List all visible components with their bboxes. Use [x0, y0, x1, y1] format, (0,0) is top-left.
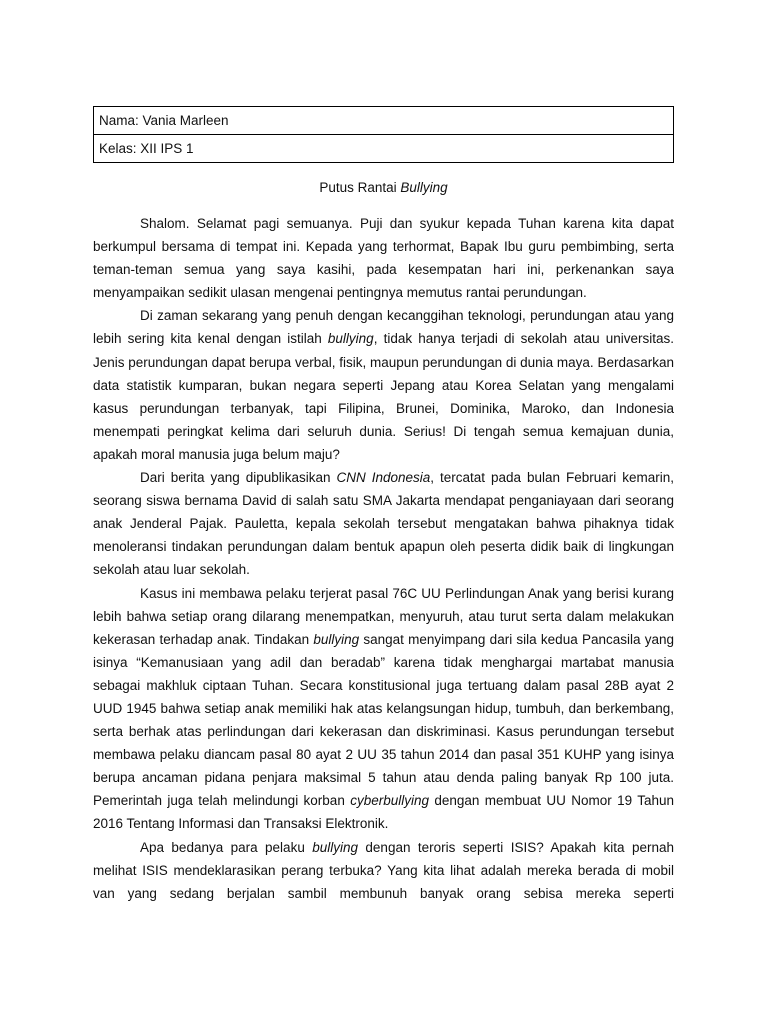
paragraph-text: Dari berita yang dipublikasikan: [140, 470, 337, 486]
italic-term: bullying: [327, 331, 374, 347]
paragraph-text: Apa bedanya para pelaku: [140, 839, 313, 855]
italic-term: cyberbullying: [350, 793, 429, 809]
paragraph-5: [93, 836, 674, 905]
paragraph-text: Shalom. Selamat pagi semuanya. Puji dan syukur kepada Tuhan karena kita dapat berkumpul bersama di tempat ini. Kepada yang terhormat, Bapak Ibu guru pembimbing, serta teman-teman semua yang saya kasihi, pada kesempatan hari ini, perkenankan saya menyampaikan sedikit ulasan mengenai pentingnya memutus rantai perundungan.: [93, 216, 674, 301]
paragraph-2: [93, 304, 674, 466]
title-normal-text: Putus Rantai: [319, 180, 401, 195]
document-title: [93, 178, 674, 198]
student-name-cell: Nama: Vania Marleen: [94, 107, 674, 135]
title-italic-text: Bullying: [400, 180, 448, 195]
student-class-cell: Kelas: XII IPS 1: [94, 135, 674, 163]
italic-term: CNN Indonesia: [336, 470, 431, 486]
student-info-table: [93, 106, 674, 163]
paragraph-1: [93, 212, 674, 304]
italic-term: bullying: [313, 631, 360, 647]
paragraph-text: sangat menyimpang dari sila kedua Pancasila yang isinya “Kemanusiaan yang adil dan beradab” karena tidak menghargai martabat manusia sebagai makhluk ciptaan Tuhan. Secara konstitusional juga tertuang dalam pasal 28B ayat 2 UUD 1945 bahwa setiap anak memiliki hak atas kelangsungan hidup, tumbuh, dan berkembang, serta berhak atas perlindungan dari kekerasan dan diskriminasi. Kasus perundungan tersebut membawa pelaku diancam pasal 80 ayat 2 UU 35 tahun 2014 dan pasal 351 KUHP yang isinya berupa ancaman pidana penjara maksimal 5 tahun atau denda paling banyak Rp 100 juta. Pemerintah juga telah melindungi korban: [93, 631, 674, 809]
paragraph-text: Kasus ini membawa pelaku terjerat pasal 76C UU Perlindungan Anak yang berisi kurang lebih bahwa setiap orang dilarang menempatkan, menyuruh, atau turut serta dalam melakukan kekerasan terhadap anak. Tindakan: [93, 585, 674, 647]
paragraph-4: [93, 582, 674, 836]
paragraph-text: dengan membuat UU Nomor 19 Tahun 2016 Tentang Informasi dan Transaksi Elektronik.: [93, 793, 674, 832]
paragraph-text: , tidak hanya terjadi di sekolah atau universitas. Jenis perundungan dapat berupa verbal, fisik, maupun perundungan di dunia maya. Berdasarkan data statistik kumparan, bukan negara seperti Jepang atau Korea Selatan yang mengalami kasus perundungan terbanyak, tapi Filipina, Brunei, Dominika, Maroko, dan Indonesia menempati peringkat kelima dari seluruh dunia. Serius! Di tengah semua kemajuan dunia, apakah moral manusia juga belum maju?: [93, 331, 674, 462]
italic-term: bullying: [312, 839, 359, 855]
name-row: [94, 107, 674, 135]
document-body: [93, 212, 674, 905]
paragraph-text: dengan teroris seperti ISIS? Apakah kita pernah melihat ISIS mendeklarasikan perang terbuka? Yang kita lihat adalah mereka berada di mobil van yang sedang berjalan sambil membunuh banyak orang sebisa mereka seperti: [93, 839, 675, 901]
paragraph-text: , tercatat pada bulan Februari kemarin, seorang siswa bernama David di salah satu SMA Jakarta mendapat penganiayaan dari seorang anak Jenderal Pajak. Pauletta, kepala sekolah tersebut mengatakan bahwa pihaknya tidak menoleransi tindakan perundungan dalam bentuk apapun oleh peserta didik baik di lingkungan sekolah atau luar sekolah.: [93, 470, 675, 578]
paragraph-3: [93, 466, 674, 581]
class-row: [94, 135, 674, 163]
paragraph-text: Di zaman sekarang yang penuh dengan kecanggihan teknologi, perundungan atau yang lebih sering kita kenal dengan istilah: [93, 308, 674, 347]
